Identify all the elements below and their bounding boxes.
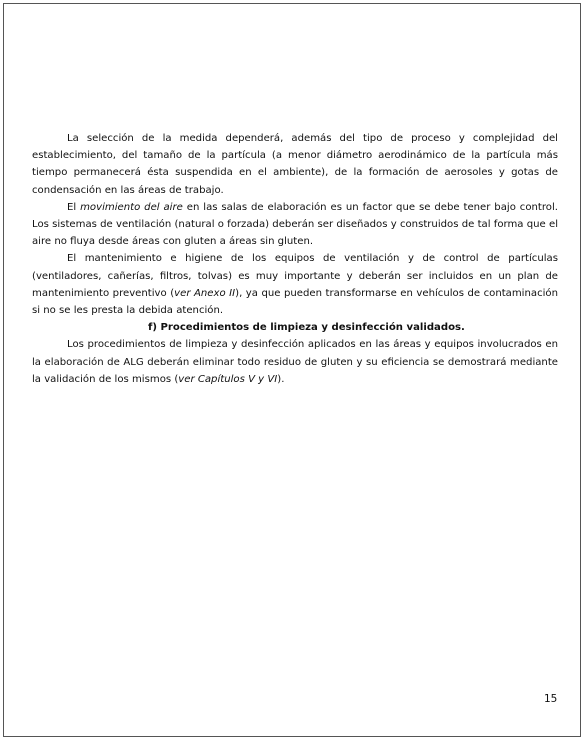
page-body (32, 130, 558, 388)
paragraph-text: ), ya que pueden transformarse en vehículos de contaminación si no se les presta la debida atención. (32, 287, 559, 317)
section-heading-cleaning: f) Procedimientos de limpieza y desinfección validados. (148, 322, 465, 334)
italic-term-air-movement: movimiento del aire (80, 201, 183, 213)
document-page (3, 3, 581, 737)
paragraph-text: ). (277, 373, 285, 385)
paragraph-particle-size (32, 130, 558, 199)
paragraph-text: La selección de la medida dependerá, además del tipo de proceso y complejidad del establecimiento, del tamaño de la partícula (a menor diámetro aerodinámico de la partícula más tiempo permanecerá ésta suspendida en el ambiente), de la formación de aerosoles y gotas de condensación en las áreas de trabajo. (32, 133, 558, 196)
reference-chapters-v-vi: ver Capítulos V y VI (178, 373, 278, 385)
paragraph-ventilation-maintenance (32, 250, 558, 319)
paragraph-text: El (67, 201, 81, 213)
paragraph-text: El mantenimiento e higiene de los equipos de ventilación y de control de partículas (ventiladores, cañerías, filtros, tolvas) es muy importante y deberán ser incluidos en un plan de mantenimiento preventivo ( (32, 253, 558, 299)
page-number: 15 (544, 693, 558, 705)
paragraph-cleaning-procedures (32, 336, 558, 388)
reference-annex-ii: ver Anexo II (174, 287, 236, 299)
paragraph-air-movement (32, 199, 558, 251)
paragraph-text: en las salas de elaboración es un factor que se debe tener bajo control. Los sistemas de ventilación (natural o forzada) deberán ser diseñados y construidos de tal forma que el aire no fluya desde áreas con gluten a áreas sin gluten. (32, 201, 558, 248)
paragraph-text: Los procedimientos de limpieza y desinfección aplicados en las áreas y equipos involucrados en la elaboración de ALG deberán eliminar todo residuo de gluten y su eficiencia se demostrará mediante la validación de los mismos ( (32, 339, 558, 385)
